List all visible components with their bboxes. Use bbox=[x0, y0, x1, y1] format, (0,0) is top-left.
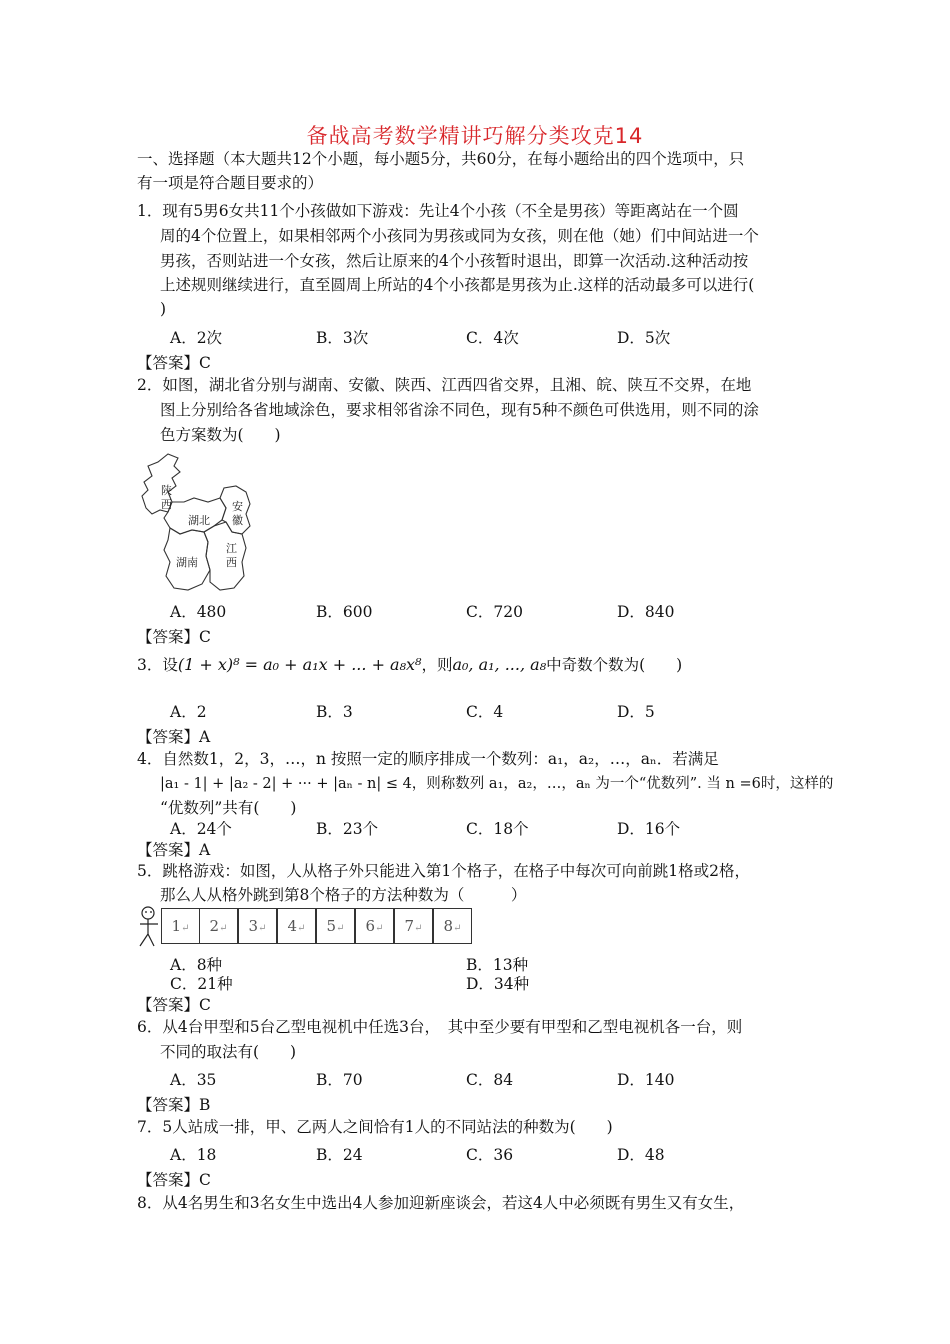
q7-option-d: D．48 bbox=[617, 1146, 665, 1164]
q3-option-b: B．3 bbox=[316, 703, 353, 721]
q3-answer: 【答案】A bbox=[137, 728, 211, 746]
q5-option-d: D．34种 bbox=[466, 975, 530, 993]
q1-line-4: 上述规则继续进行，直至圆周上所站的4个小孩都是男孩为止.这样的活动最多可以进行( bbox=[160, 276, 755, 294]
q4-answer: 【答案】A bbox=[137, 841, 211, 859]
q5-answer: 【答案】C bbox=[137, 996, 211, 1014]
q1-option-c: C．4次 bbox=[466, 329, 519, 347]
province-map-outline bbox=[138, 452, 258, 594]
q5-option-b: B．13种 bbox=[466, 956, 529, 974]
q6-option-a: A．35 bbox=[170, 1071, 217, 1089]
q2-option-c: C．720 bbox=[466, 603, 523, 621]
section-heading-line-2: 有一项是符合题目要求的） bbox=[137, 174, 324, 192]
map-label-jiangxi-2: 西 bbox=[226, 556, 237, 569]
q4-line-3: “优数列”共有( ) bbox=[160, 799, 297, 817]
q7-answer: 【答案】C bbox=[137, 1171, 211, 1189]
q4-option-c: C．18个 bbox=[466, 820, 529, 838]
q6-answer: 【答案】B bbox=[137, 1096, 211, 1114]
q3-option-a: A．2 bbox=[170, 703, 207, 721]
q1-option-a: A．2次 bbox=[170, 329, 223, 347]
q2-answer: 【答案】C bbox=[137, 628, 211, 646]
q1-option-b: B．3次 bbox=[316, 329, 369, 347]
q1-option-d: D．5次 bbox=[617, 329, 671, 347]
q7-option-b: B．24 bbox=[316, 1146, 363, 1164]
q4-line-2: |a₁ - 1| + |a₂ - 2| + ··· + |aₙ - n| ≤ 4，则称数列 a₁，a₂，…，aₙ 为一个“优数列”. 当 n =6时，这样的 bbox=[160, 776, 834, 792]
province-map bbox=[138, 452, 258, 594]
q1-line-3: 男孩，否则站进一个女孩，然后让原来的4个小孩暂时退出，即算一次活动.这种活动按 bbox=[160, 252, 749, 270]
q7-option-c: C．36 bbox=[466, 1146, 514, 1164]
q3-line bbox=[137, 654, 682, 676]
q5-option-c: C．21种 bbox=[170, 975, 233, 993]
map-label-shaanxi-1: 陕 bbox=[161, 484, 172, 497]
document-title: 备战高考数学精讲巧解分类攻克14 bbox=[306, 124, 644, 148]
jump-grid bbox=[136, 904, 482, 948]
section-heading-line-1: 一、选择题（本大题共12个小题，每小题5分，共60分，在每小题给出的四个选项中，只 bbox=[137, 150, 745, 168]
q4-option-b: B．23个 bbox=[316, 820, 379, 838]
q3-formula: (1 + x)⁸ = a₀ + a₁x + ... + a₈x⁸ bbox=[177, 655, 422, 674]
grid-cell-8: 8↵ bbox=[433, 908, 472, 944]
map-label-shaanxi-2: 西 bbox=[161, 498, 172, 511]
q4-option-d: D．16个 bbox=[617, 820, 681, 838]
grid-cell-3: 3↵ bbox=[238, 908, 277, 944]
map-label-anhui-1: 安 bbox=[232, 500, 243, 513]
grid-cell-5: 5↵ bbox=[316, 908, 355, 944]
q5-line-1: 5．跳格游戏：如图，人从格子外只能进入第1个格子，在格子中每次可向前跳1格或2格， bbox=[137, 862, 750, 880]
q2-line-2: 图上分别给各省地域涂色，要求相邻省涂不同色，现有5种不颜色可供选用，则不同的涂 bbox=[160, 401, 759, 419]
grid-cell-7: 7↵ bbox=[394, 908, 433, 944]
q1-line-5: ) bbox=[160, 300, 167, 318]
q6-line-1: 6．从4台甲型和5台乙型电视机中任选3台， 其中至少要有甲型和乙型电视机各一台，则 bbox=[137, 1018, 743, 1036]
q2-line-1: 2．如图，湖北省分别与湖南、安徽、陕西、江西四省交界，且湘、皖、陕互不交界，在地 bbox=[137, 376, 752, 394]
q3-mid: ，则 bbox=[421, 656, 453, 674]
q6-line-2: 不同的取法有( ) bbox=[160, 1043, 297, 1061]
q1-line-2: 周的4个位置上，如果相邻两个小孩同为男孩或同为女孩，则在他（她）们中间站进一个 bbox=[160, 227, 759, 245]
grid-cell-6: 6↵ bbox=[355, 908, 394, 944]
q5-option-a: A．8种 bbox=[170, 956, 223, 974]
q3-suffix: 中奇数个数为( ) bbox=[546, 656, 683, 674]
q2-line-3: 色方案数为( ) bbox=[160, 426, 281, 444]
q4-option-a: A．24个 bbox=[170, 820, 232, 838]
q3-option-c: C．4 bbox=[466, 703, 504, 721]
q2-option-d: D．840 bbox=[617, 603, 675, 621]
q3-prefix: 3．设 bbox=[137, 656, 178, 674]
q3-formula-2: a₀, a₁, ..., a₈ bbox=[452, 655, 547, 674]
map-label-hubei: 湖北 bbox=[188, 514, 210, 527]
q8-line-1: 8．从4名男生和3名女生中选出4人参加迎新座谈会，若这4人中必须既有男生又有女生， bbox=[137, 1194, 745, 1212]
grid-cell-4: 4↵ bbox=[277, 908, 316, 944]
q7-line-1: 7．5人站成一排，甲、乙两人之间恰有1人的不同站法的种数为( ) bbox=[137, 1118, 613, 1136]
grid-cell-1: 1↵ bbox=[161, 908, 200, 944]
map-label-jiangxi-1: 江 bbox=[226, 542, 237, 555]
q6-option-b: B．70 bbox=[316, 1071, 363, 1089]
q2-option-b: B．600 bbox=[316, 603, 373, 621]
q6-option-c: C．84 bbox=[466, 1071, 514, 1089]
q1-answer: 【答案】C bbox=[137, 354, 211, 372]
q2-option-a: A．480 bbox=[170, 603, 227, 621]
grid-cell-2: 2↵ bbox=[199, 908, 238, 944]
q4-line-1: 4．自然数1，2，3，…，n 按照一定的顺序排成一个数列：a₁，a₂，…，aₙ．若满足 bbox=[137, 750, 719, 768]
q7-option-a: A．18 bbox=[170, 1146, 217, 1164]
q1-line-1: 1．现有5男6女共11个小孩做如下游戏：先让4个小孩（不全是男孩）等距离站在一个圆 bbox=[137, 202, 739, 220]
q3-option-d: D．5 bbox=[617, 703, 655, 721]
map-label-hunan: 湖南 bbox=[176, 556, 198, 569]
q6-option-d: D．140 bbox=[617, 1071, 675, 1089]
q5-line-2: 那么人从格外跳到第8个格子的方法种数为（ ） bbox=[160, 886, 527, 904]
map-label-anhui-2: 徽 bbox=[232, 514, 243, 527]
